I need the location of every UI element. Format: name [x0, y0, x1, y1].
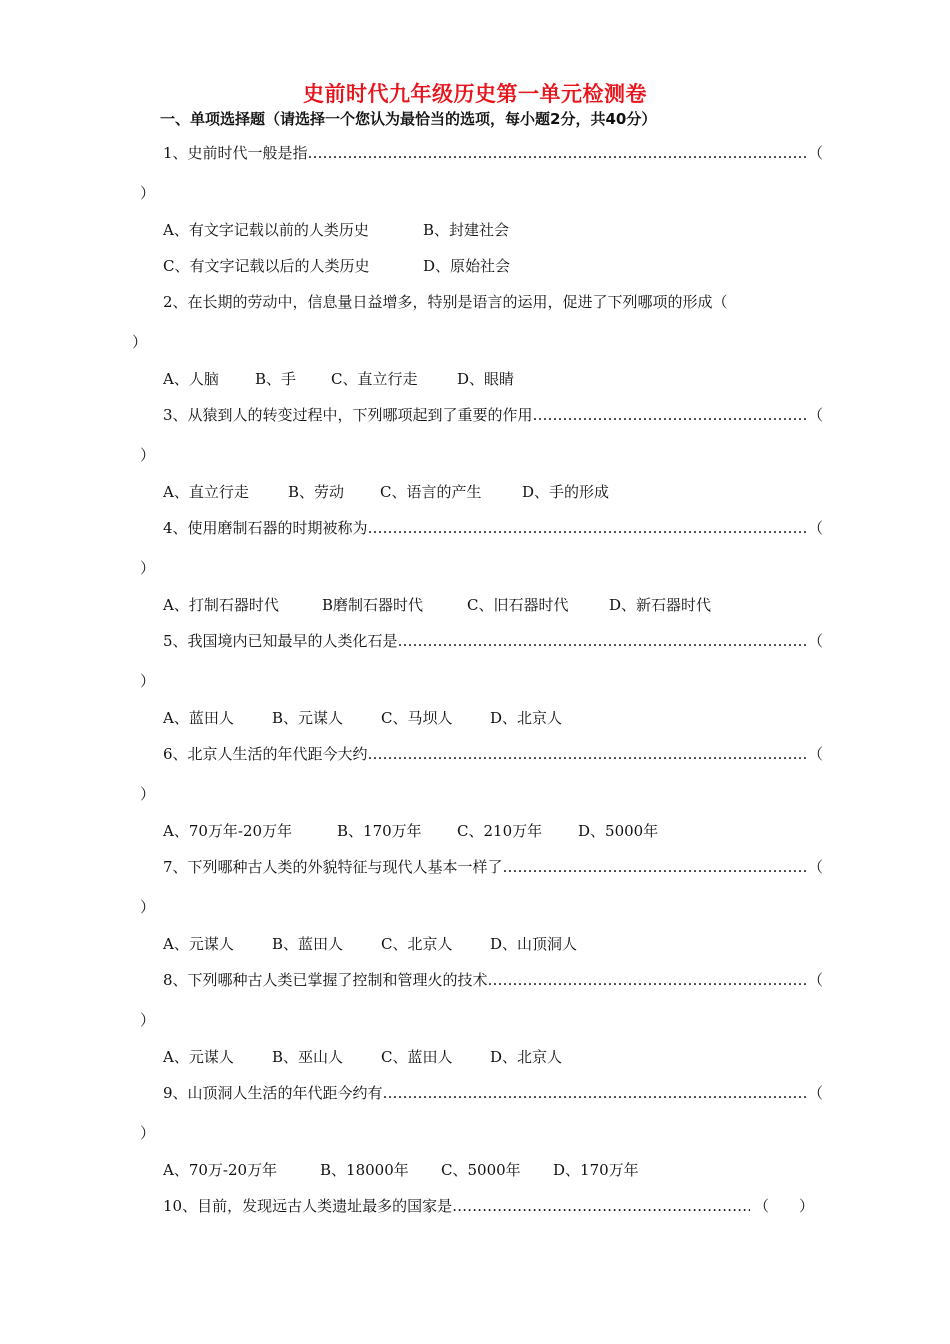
question-2-options: [163, 369, 514, 389]
option-b: B、170万年: [337, 822, 422, 840]
option-c: C、旧石器时代: [467, 596, 569, 614]
question-10-answer-paren: （ ）: [754, 1197, 815, 1215]
option-b: B、封建社会: [423, 221, 510, 239]
question-8-options: [163, 1047, 562, 1067]
option-a: A、直立行走: [163, 483, 249, 501]
option-a: A、打制石器时代: [163, 596, 279, 614]
option-c: C、5000年: [441, 1161, 521, 1179]
option-a: A、蓝田人: [163, 709, 234, 727]
question-3-answer-paren-open: （: [808, 406, 824, 424]
question-5-answer-paren-open: （: [808, 632, 824, 650]
question-7-answer-paren-open: （: [808, 858, 824, 876]
question-5-answer-paren-close: ）: [140, 672, 156, 690]
option-c: C、210万年: [457, 822, 543, 840]
section-heading: 一、单项选择题（请选择一个您认为最恰当的选项，每小题2分，共40分）: [160, 110, 657, 128]
option-b: B磨制石器时代: [322, 596, 424, 614]
option-d: D、山顶洞人: [490, 935, 578, 953]
question-3-answer-paren-close: ）: [140, 446, 156, 464]
option-a: A、70万-20万年: [163, 1161, 278, 1179]
page-title: 史前时代九年级历史第一单元检测卷: [303, 82, 647, 106]
option-a: A、元谋人: [163, 1048, 234, 1066]
option-d: D、原始社会: [423, 257, 511, 275]
question-8-answer-paren-open: （: [808, 971, 824, 989]
option-c: C、北京人: [381, 935, 453, 953]
option-c: C、有文字记载以后的人类历史: [163, 257, 370, 275]
question-4-stem: 4、使用磨制石器的时期被称为 ……………………………………………………………………………………………………………………………………: [163, 518, 806, 538]
option-d: D、手的形成: [522, 483, 610, 501]
option-a: A、元谋人: [163, 935, 234, 953]
question-8-stem: 8、下列哪种古人类已掌握了控制和管理火的技术 ……………………………………………………………………………………………………………………………………: [163, 970, 806, 990]
option-d: D、北京人: [490, 1048, 563, 1066]
option-c: C、马坝人: [381, 709, 453, 727]
question-4-options: [163, 595, 711, 615]
question-10-stem: 10、目前，发现远古人类遗址最多的国家是 ……………………………………………………………………………………………………………………………………: [163, 1196, 750, 1216]
option-b: B、手: [255, 370, 297, 388]
question-9-answer-paren-close: ）: [140, 1124, 156, 1142]
option-c: C、语言的产生: [380, 483, 482, 501]
option-a: A、人脑: [163, 370, 219, 388]
option-d: D、北京人: [490, 709, 563, 727]
question-1-answer-paren-close: ）: [140, 184, 156, 202]
option-b: B、巫山人: [272, 1048, 344, 1066]
question-9-stem: 9、山顶洞人生活的年代距今约有 ……………………………………………………………………………………………………………………………………: [163, 1083, 806, 1103]
option-d: D、眼睛: [457, 370, 515, 388]
question-2-stem: 2、在长期的劳动中，信息量日益增多，特别是语言的运用，促进了下列哪项的形成（: [163, 293, 728, 311]
question-5-stem: 5、我国境内已知最早的人类化石是 ……………………………………………………………………………………………………………………………………: [163, 631, 806, 651]
option-c: C、蓝田人: [381, 1048, 453, 1066]
question-5-options: [163, 708, 562, 728]
option-b: B、18000年: [320, 1161, 409, 1179]
question-7-options: [163, 934, 577, 954]
question-6-options: [163, 821, 658, 841]
question-1-options-row-2: [163, 256, 510, 276]
question-3-options: [163, 482, 609, 502]
question-9-options: [163, 1160, 639, 1180]
question-6-answer-paren-close: ）: [140, 785, 156, 803]
option-a: A、有文字记载以前的人类历史: [163, 221, 369, 239]
option-d: D、170万年: [553, 1161, 639, 1179]
option-b: B、劳动: [288, 483, 345, 501]
question-1-options-row-1: [163, 220, 509, 240]
question-4-answer-paren-close: ）: [140, 559, 156, 577]
question-3-stem: 3、从猿到人的转变过程中，下列哪项起到了重要的作用 ……………………………………………………………………………………………………………………………………: [163, 405, 806, 425]
question-1-answer-paren-open: （: [808, 144, 824, 162]
question-7-answer-paren-close: ）: [140, 898, 156, 916]
question-6-stem: 6、北京人生活的年代距今大约 ……………………………………………………………………………………………………………………………………: [163, 744, 806, 764]
option-d: D、新石器时代: [609, 596, 712, 614]
question-4-answer-paren-open: （: [808, 519, 824, 537]
question-6-answer-paren-open: （: [808, 745, 824, 763]
question-9-answer-paren-open: （: [808, 1084, 824, 1102]
question-8-answer-paren-close: ）: [140, 1011, 156, 1029]
question-7-stem: 7、下列哪种古人类的外貌特征与现代人基本一样了 ……………………………………………………………………………………………………………………………………: [163, 857, 806, 877]
option-d: D、5000年: [578, 822, 659, 840]
option-c: C、直立行走: [331, 370, 418, 388]
question-2-answer-paren-close: ）: [132, 333, 148, 351]
option-b: B、元谋人: [272, 709, 344, 727]
question-1-stem: 1、史前时代一般是指 ……………………………………………………………………………………………………………………………………: [163, 143, 806, 163]
option-b: B、蓝田人: [272, 935, 344, 953]
option-a: A、70万年-20万年: [163, 822, 293, 840]
